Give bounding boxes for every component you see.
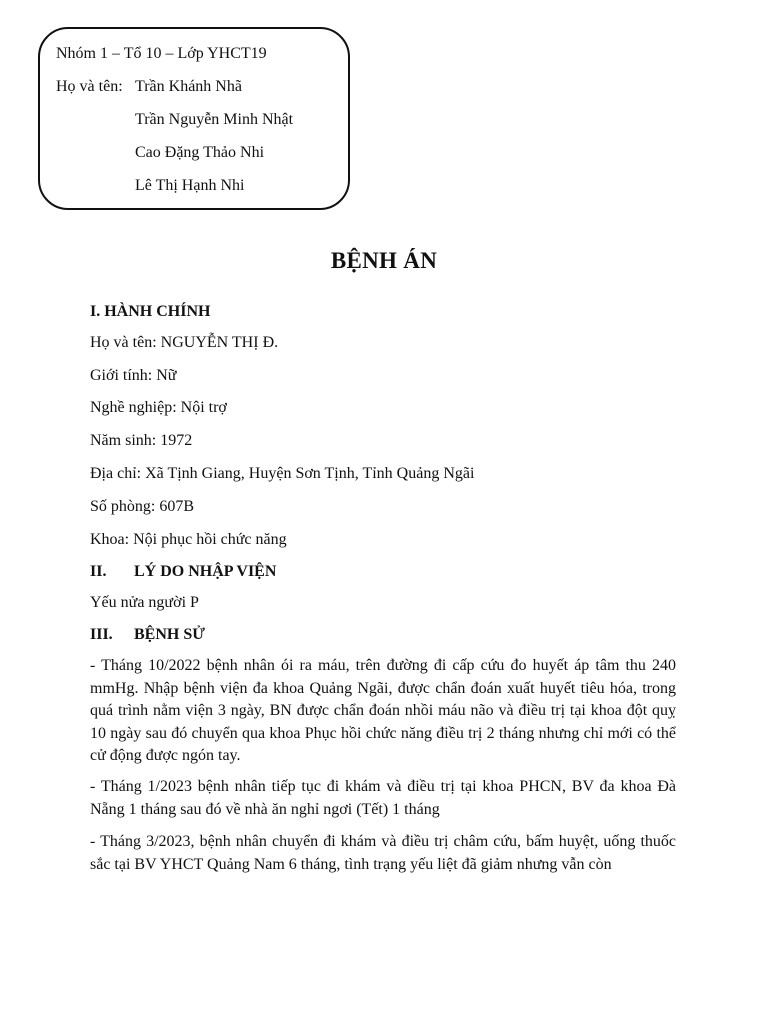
gender-field: Giới tính: Nữ: [90, 367, 177, 384]
patient-name-field: Họ và tên: NGUYỄN THỊ Đ.: [90, 334, 279, 351]
member-name: Lê Thị Hạnh Nhi: [135, 177, 245, 194]
section-title: BỆNH SỬ: [134, 626, 205, 643]
birth-year-field: Năm sinh: 1972: [90, 432, 193, 449]
department-field: Khoa: Nội phục hồi chức năng: [90, 531, 287, 548]
member-name: Trần Nguyễn Minh Nhật: [135, 111, 294, 128]
section-title: LÝ DO NHẬP VIỆN: [134, 563, 277, 580]
address-field: Địa chỉ: Xã Tịnh Giang, Huyện Sơn Tịnh, Tỉnh Quảng Ngãi: [90, 465, 475, 482]
occupation-field: Nghề nghiệp: Nội trợ: [90, 399, 227, 416]
section-heading-administrative: I. HÀNH CHÍNH: [90, 303, 211, 320]
document-title: BỆNH ÁN: [330, 248, 438, 273]
member-name: Trần Khánh Nhã: [135, 78, 242, 95]
member-name: Cao Đặng Thảo Nhi: [135, 144, 265, 161]
history-paragraph: - Tháng 3/2023, bệnh nhân chuyển đi khám và điều trị châm cứu, bấm huyệt, uống thuốc sắc tại BV YHCT Quảng Nam 6 tháng, tình trạng yếu liệt đã giảm nhưng vẫn còn: [90, 833, 676, 873]
group-class-line: Nhóm 1 – Tổ 10 – Lớp YHCT19: [56, 45, 267, 62]
section-heading-history: [90, 625, 205, 645]
section-number: II.: [90, 563, 107, 580]
admission-reason-text: Yếu nửa người P: [90, 594, 199, 611]
section-number: III.: [90, 626, 113, 643]
room-field: Số phòng: 607B: [90, 498, 195, 515]
history-paragraph: - Tháng 1/2023 bệnh nhân tiếp tục đi khám và điều trị tại khoa PHCN, BV đa khoa Đà Nẵng 1 tháng sau đó về nhà ăn nghỉ ngơi (Tết) 1 tháng: [90, 778, 676, 818]
section-heading-admission-reason: [90, 562, 276, 582]
history-paragraph: - Tháng 10/2022 bệnh nhân ói ra máu, trên đường đi cấp cứu đo huyết áp tâm thu 240 mmHg. Nhập bệnh viện đa khoa Quảng Ngãi, được chẩn đoán xuất huyết tiêu hóa, trong quá trình nằm viện 3 ngày, BN được chẩn đoán nhồi máu não và điều trị tại khoa đột quỵ 10 ngày sau đó chuyển qua khoa Phục hồi chức năng điều trị 2 tháng nhưng chỉ mới có thể cử động được ngón tay.: [90, 657, 676, 764]
members-label: Họ và tên:: [56, 78, 123, 95]
